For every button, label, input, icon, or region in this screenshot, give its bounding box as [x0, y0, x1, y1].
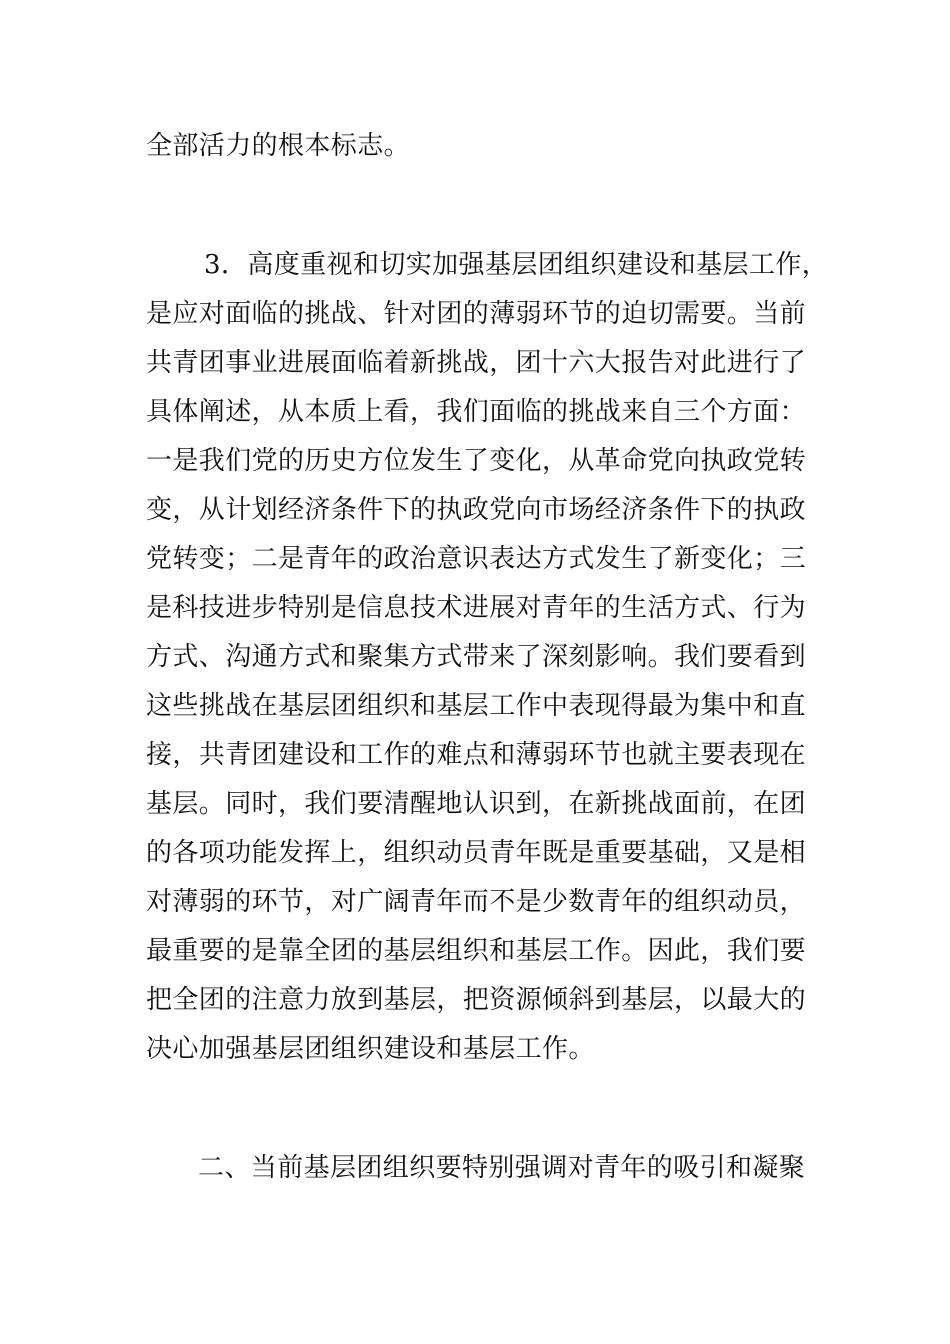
text-line: 对薄弱的环节，对广阔青年而不是少数青年的组织动员， — [146, 887, 807, 917]
text-line: 具体阐述，从本质上看，我们面临的挑战来自三个方面： — [146, 397, 807, 427]
text-line: 这些挑战在基层团组织和基层工作中表现得最为集中和直 — [146, 691, 807, 721]
text-line: 接，共青团建设和工作的难点和薄弱环节也就主要表现在 — [146, 740, 807, 770]
text-line: 把全团的注意力放到基层，把资源倾斜到基层，以最大的 — [146, 985, 807, 1015]
text-line: 决心加强基层团组织建设和基层工作。 — [146, 1034, 595, 1064]
text-line: 是应对面临的挑战、针对团的薄弱环节的迫切需要。当前 — [146, 299, 807, 329]
text-line: 一是我们党的历史方位发生了变化，从革命党向执政党转 — [146, 446, 807, 476]
text-line: 党转变；二是青年的政治意识表达方式发生了新变化；三 — [146, 544, 807, 574]
text-line: 的各项功能发挥上，组织动员青年既是重要基础，又是相 — [146, 838, 807, 868]
text-line: 共青团事业进展面临着新挑战，团十六大报告对此进行了 — [146, 348, 807, 378]
paragraph-spacer — [146, 171, 806, 241]
text-line: 是科技进步特别是信息技术进展对青年的生活方式、行为 — [146, 593, 807, 623]
text-line: 方式、沟通方式和聚集方式带来了深刻影响。我们要看到 — [146, 642, 807, 672]
section-heading: 二、当前基层团组织要特别强调对青年的吸引和凝聚 — [198, 1153, 806, 1183]
text-line: 变，从计划经济条件下的执政党向市场经济条件下的执政 — [146, 495, 807, 525]
text-line: 3．高度重视和切实加强基层团组织建设和基层工作， — [204, 250, 829, 280]
paragraph-continuation — [146, 122, 806, 171]
paragraph-item-3 — [146, 241, 829, 1074]
paragraph-spacer — [146, 1074, 806, 1144]
document-page — [146, 122, 829, 1193]
text-line: 基层。同时，我们要清醒地认识到，在新挑战面前，在团 — [146, 789, 807, 819]
text-line: 全部活力的根本标志。 — [146, 131, 411, 161]
text-line: 最重要的是靠全团的基层组织和基层工作。因此，我们要 — [146, 936, 807, 966]
